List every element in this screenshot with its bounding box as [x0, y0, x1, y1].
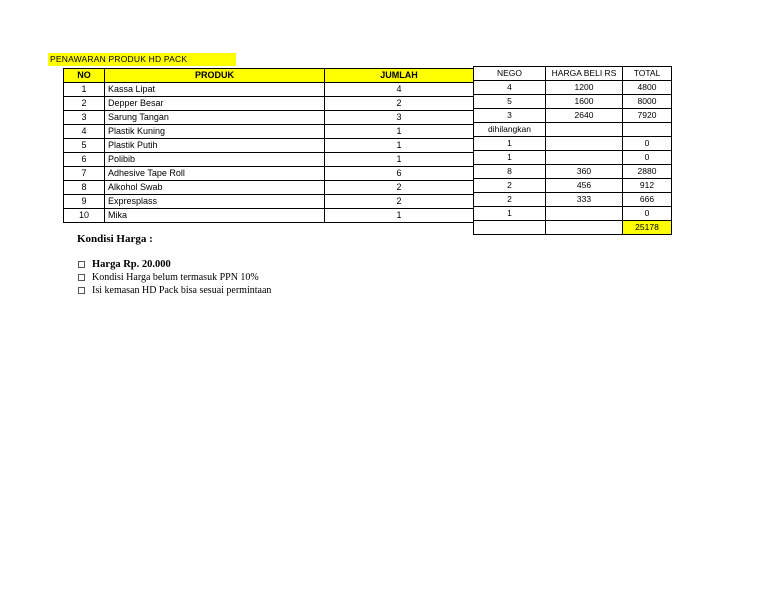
cell-produk: Plastik Kuning — [105, 125, 325, 139]
cell-produk: Plastik Putih — [105, 139, 325, 153]
nego-row — [474, 123, 672, 137]
nego-row — [474, 179, 672, 193]
cell-no: 10 — [64, 209, 105, 223]
product-table-body — [64, 83, 474, 223]
product-table — [63, 68, 474, 223]
nego-table-body — [474, 81, 672, 221]
header-no: NO — [64, 69, 105, 83]
cell-nego: 2 — [474, 179, 546, 193]
grand-total-value: 25178 — [623, 221, 672, 235]
nego-row — [474, 165, 672, 179]
cell-harga-beli: 1600 — [546, 95, 623, 109]
grand-total-empty-nego — [474, 221, 546, 235]
cell-no: 7 — [64, 167, 105, 181]
cell-total: 0 — [623, 137, 672, 151]
nego-row — [474, 151, 672, 165]
product-row — [64, 83, 474, 97]
nego-row — [474, 193, 672, 207]
cell-total — [623, 123, 672, 137]
checkbox-icon — [78, 261, 85, 268]
cell-produk: Mika — [105, 209, 325, 223]
product-row — [64, 153, 474, 167]
nego-row — [474, 81, 672, 95]
cell-jumlah: 1 — [325, 125, 474, 139]
product-row — [64, 111, 474, 125]
cell-jumlah: 2 — [325, 97, 474, 111]
cell-nego: 1 — [474, 207, 546, 221]
header-produk: PRODUK — [105, 69, 325, 83]
cell-no: 3 — [64, 111, 105, 125]
cell-nego: 2 — [474, 193, 546, 207]
header-harga-beli-rs: HARGA BELI RS — [546, 67, 623, 81]
product-table-header — [64, 69, 474, 83]
cell-harga-beli — [546, 137, 623, 151]
cell-jumlah: 2 — [325, 181, 474, 195]
cell-total: 912 — [623, 179, 672, 193]
note-text: Harga Rp. 20.000 — [92, 259, 171, 270]
note-item — [78, 271, 271, 284]
cell-no: 5 — [64, 139, 105, 153]
cell-harga-beli: 456 — [546, 179, 623, 193]
grand-total-empty-harga — [546, 221, 623, 235]
cell-total: 0 — [623, 207, 672, 221]
checkbox-icon — [78, 287, 85, 294]
cell-no: 4 — [64, 125, 105, 139]
cell-harga-beli: 333 — [546, 193, 623, 207]
cell-produk: Adhesive Tape Roll — [105, 167, 325, 181]
cell-no: 9 — [64, 195, 105, 209]
cell-total: 7920 — [623, 109, 672, 123]
cell-nego: 1 — [474, 137, 546, 151]
cell-total: 666 — [623, 193, 672, 207]
header-nego: NEGO — [474, 67, 546, 81]
nego-row — [474, 95, 672, 109]
cell-total: 8000 — [623, 95, 672, 109]
cell-total: 2880 — [623, 165, 672, 179]
cell-no: 2 — [64, 97, 105, 111]
nego-row — [474, 207, 672, 221]
cell-harga-beli — [546, 123, 623, 137]
note-text: Isi kemasan HD Pack bisa sesuai permintaan — [92, 285, 272, 296]
product-row — [64, 125, 474, 139]
cell-jumlah: 4 — [325, 83, 474, 97]
nego-row — [474, 109, 672, 123]
cell-nego: 4 — [474, 81, 546, 95]
cell-harga-beli — [546, 207, 623, 221]
nego-row — [474, 137, 672, 151]
cell-no: 8 — [64, 181, 105, 195]
cell-produk: Kassa Lipat — [105, 83, 325, 97]
product-row — [64, 139, 474, 153]
grand-total-row — [474, 221, 672, 235]
cell-harga-beli: 1200 — [546, 81, 623, 95]
cell-produk: Polibib — [105, 153, 325, 167]
note-item — [78, 258, 271, 271]
cell-produk: Depper Besar — [105, 97, 325, 111]
header-jumlah: JUMLAH — [325, 69, 474, 83]
header-total: TOTAL — [623, 67, 672, 81]
nego-table — [473, 66, 672, 235]
kondisi-notes-list — [78, 258, 271, 297]
note-item — [78, 284, 271, 297]
cell-no: 1 — [64, 83, 105, 97]
cell-jumlah: 1 — [325, 153, 474, 167]
product-row — [64, 209, 474, 223]
cell-harga-beli: 360 — [546, 165, 623, 179]
cell-nego: 1 — [474, 151, 546, 165]
nego-table-header — [474, 67, 672, 81]
cell-jumlah: 3 — [325, 111, 474, 125]
cell-total: 0 — [623, 151, 672, 165]
cell-jumlah: 1 — [325, 209, 474, 223]
cell-no: 6 — [64, 153, 105, 167]
cell-jumlah: 2 — [325, 195, 474, 209]
cell-total: 4800 — [623, 81, 672, 95]
product-row — [64, 195, 474, 209]
product-row — [64, 167, 474, 181]
cell-produk: Expresplass — [105, 195, 325, 209]
cell-produk: Alkohol Swab — [105, 181, 325, 195]
cell-produk: Sarung Tangan — [105, 111, 325, 125]
document-title: PENAWARAN PRODUK HD PACK — [48, 53, 236, 66]
cell-jumlah: 6 — [325, 167, 474, 181]
note-text: Kondisi Harga belum termasuk PPN 10% — [92, 272, 259, 283]
cell-nego: dihilangkan — [474, 123, 546, 137]
cell-nego: 8 — [474, 165, 546, 179]
checkbox-icon — [78, 274, 85, 281]
cell-harga-beli: 2640 — [546, 109, 623, 123]
product-row — [64, 97, 474, 111]
product-row — [64, 181, 474, 195]
cell-nego: 3 — [474, 109, 546, 123]
kondisi-harga-title: Kondisi Harga : — [77, 233, 153, 245]
cell-harga-beli — [546, 151, 623, 165]
cell-jumlah: 1 — [325, 139, 474, 153]
cell-nego: 5 — [474, 95, 546, 109]
